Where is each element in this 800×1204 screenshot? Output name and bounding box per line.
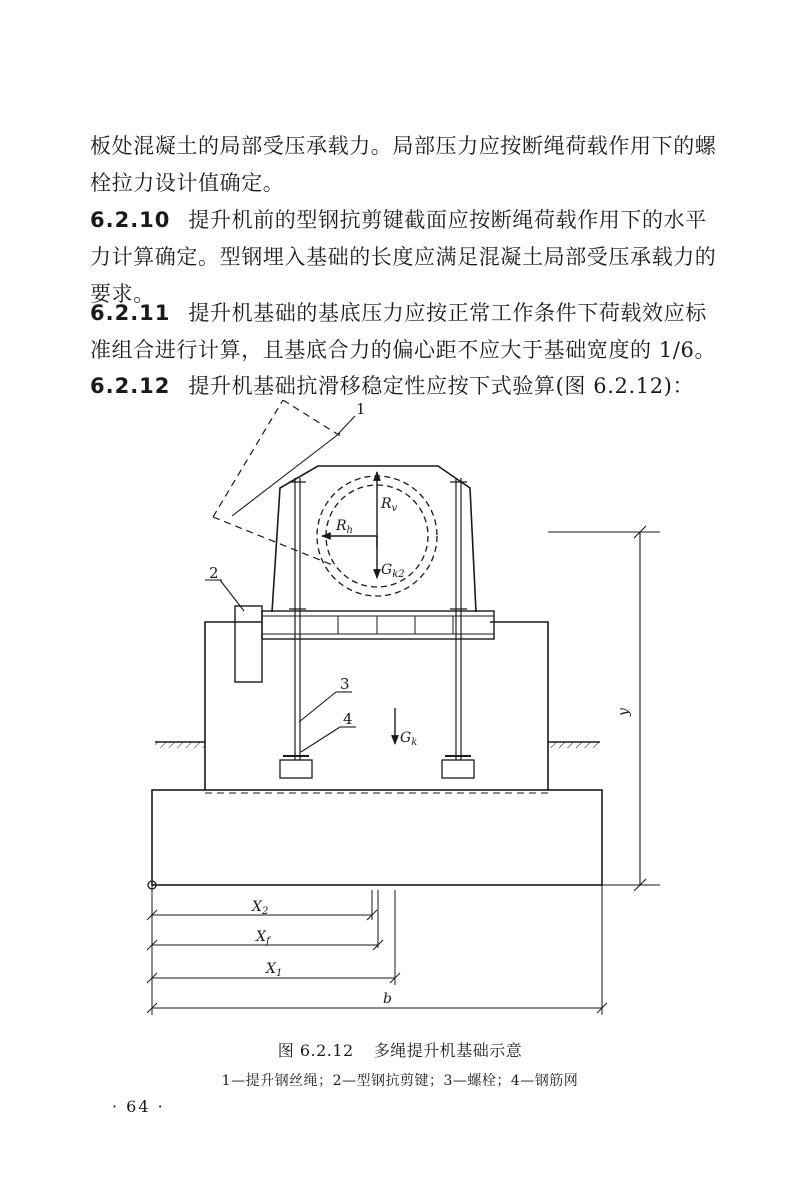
clause-number: 6.2.10 bbox=[90, 208, 171, 232]
hoist-machine-frame bbox=[272, 466, 476, 612]
foundation-base bbox=[152, 790, 602, 885]
clause-text: 提升机前的型钢抗剪键截面应按断绳荷载作用下的水平力计算确定。型钢埋入基础的长度应满足混凝土局部受压承载力的要求。 bbox=[90, 208, 717, 306]
figure-legend: 1—提升钢丝绳；2—型钢抗剪键；3—螺栓；4—钢筋网 bbox=[221, 1073, 579, 1089]
clause-text: 提升机基础抗滑移稳定性应按下式验算(图 6.2.12)： bbox=[188, 374, 695, 398]
label-rv: $R_v$ bbox=[381, 496, 398, 514]
figure-title: 多绳提升机基础示意 bbox=[373, 1041, 523, 1060]
figure-caption bbox=[0, 1038, 800, 1061]
clause-number: 6.2.12 bbox=[90, 374, 171, 398]
label-y: y bbox=[616, 708, 632, 716]
paragraph-continuation bbox=[90, 128, 720, 202]
label-x2: $X_2$ bbox=[252, 899, 269, 917]
hoist-rope-lines bbox=[213, 400, 342, 566]
shear-key-beam bbox=[262, 611, 494, 639]
label-gk2: $G_{k2}$ bbox=[381, 562, 405, 580]
callout-1: 1 bbox=[356, 400, 366, 418]
callout-2: 2 bbox=[209, 564, 219, 582]
page-number: · 64 · bbox=[112, 1097, 165, 1116]
callout-4: 4 bbox=[343, 710, 353, 728]
figure-number: 图 6.2.12 bbox=[277, 1041, 354, 1060]
label-rh: $R_h$ bbox=[336, 518, 353, 536]
rebar-mesh-left bbox=[280, 760, 312, 778]
anchor-bolts bbox=[289, 478, 467, 760]
clause-text: 提升机基础的基底压力应按正常工作条件下荷载效应标准组合进行计算，且基底合力的偏心距不应大于基础宽度的 1/6。 bbox=[90, 301, 717, 362]
callout-3: 3 bbox=[340, 675, 350, 693]
paragraph-text: 板处混凝土的局部受压承载力。局部压力应按断绳荷载作用下的螺栓拉力设计值确定。 bbox=[90, 134, 717, 195]
steel-shear-key bbox=[235, 606, 262, 682]
label-gk: $G_k$ bbox=[400, 730, 418, 748]
rebar-mesh-right bbox=[442, 760, 474, 778]
label-x1: $X_1$ bbox=[266, 961, 283, 979]
hoist-foundation-figure bbox=[0, 400, 800, 1030]
clause-number: 6.2.11 bbox=[90, 301, 171, 325]
label-b: b bbox=[383, 991, 392, 1007]
foundation-upper-block bbox=[205, 622, 548, 790]
clause-6-2-11 bbox=[90, 295, 720, 369]
label-xf: $X_f$ bbox=[256, 929, 270, 947]
